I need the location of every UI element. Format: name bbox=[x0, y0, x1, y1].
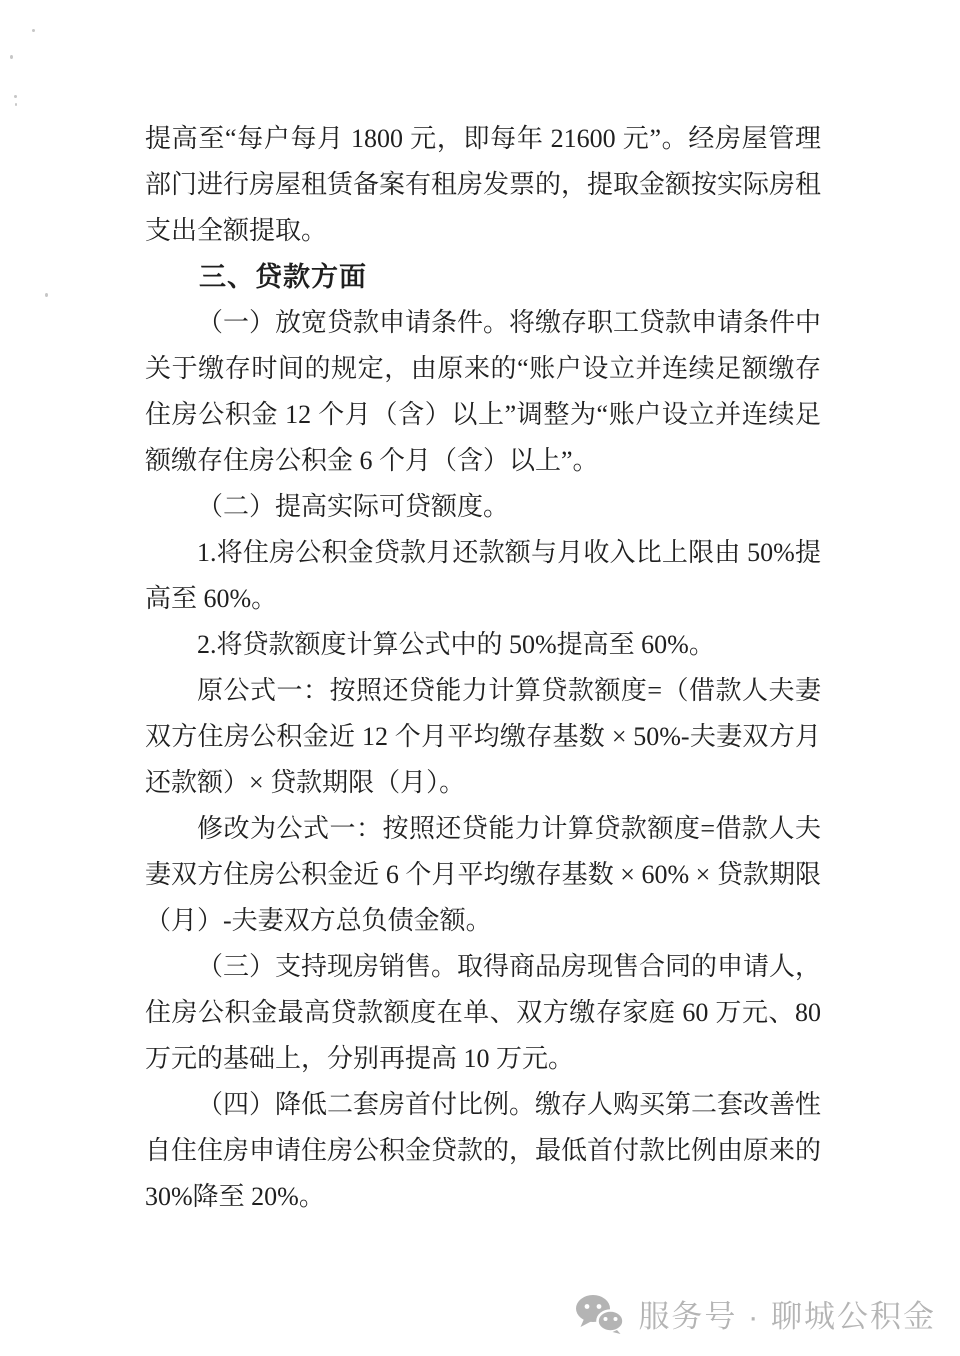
scan-speck bbox=[10, 55, 13, 59]
scan-speck bbox=[32, 29, 35, 32]
scan-speck bbox=[15, 103, 17, 106]
paragraph: 原公式一：按照还贷能力计算贷款额度=（借款人夫妻双方住房公积金近 12 个月平均缴存基数 × 50%-夫妻双方月还款额）× 贷款期限（月）。 bbox=[145, 676, 821, 797]
paragraph: 修改为公式一：按照还贷能力计算贷款额度=借款人夫妻双方住房公积金近 6 个月平均缴存基数 × 60% × 贷款期限（月）-夫妻双方总负债金额。 bbox=[145, 814, 821, 935]
paragraph: （三）支持现房销售。取得商品房现售合同的申请人，住房公积金最高贷款额度在单、双方缴存家庭 60 万元、80 万元的基础上，分别再提高 10 万元。 bbox=[145, 952, 822, 1073]
paragraph: 1.将住房公积金贷款月还款额与月收入比上限由 50%提高至 60%。 bbox=[145, 538, 821, 613]
section-heading: 三、贷款方面 bbox=[199, 262, 367, 292]
paragraph: （二）提高实际可贷额度。 bbox=[197, 492, 510, 521]
wechat-icon bbox=[574, 1294, 626, 1334]
document-body bbox=[145, 116, 821, 1220]
wechat-badge-text: 服务号 · 聊城公积金 bbox=[638, 1299, 936, 1334]
paragraph: 提高至“每户每月 1800 元，即每年 21600 元”。经房屋管理部门进行房屋租赁备案有租房发票的，提取金额按实际房租支出全额提取。 bbox=[145, 124, 822, 245]
scan-speck bbox=[14, 95, 17, 98]
paragraph: 2.将贷款额度计算公式中的 50%提高至 60%。 bbox=[197, 630, 715, 659]
scan-speck bbox=[45, 293, 48, 297]
paragraph: （一）放宽贷款申请条件。将缴存职工贷款申请条件中关于缴存时间的规定，由原来的“账户设立并连续足额缴存住房公积金 12 个月（含）以上”调整为“账户设立并连续足额缴存住房公积金 6 个月（含）以上”。 bbox=[145, 308, 822, 475]
paragraph: （四）降低二套房首付比例。缴存人购买第二套改善性自住住房申请住房公积金贷款的，最低首付款比例由原来的 30%降至 20%。 bbox=[145, 1090, 822, 1211]
wechat-badge bbox=[574, 1291, 936, 1336]
